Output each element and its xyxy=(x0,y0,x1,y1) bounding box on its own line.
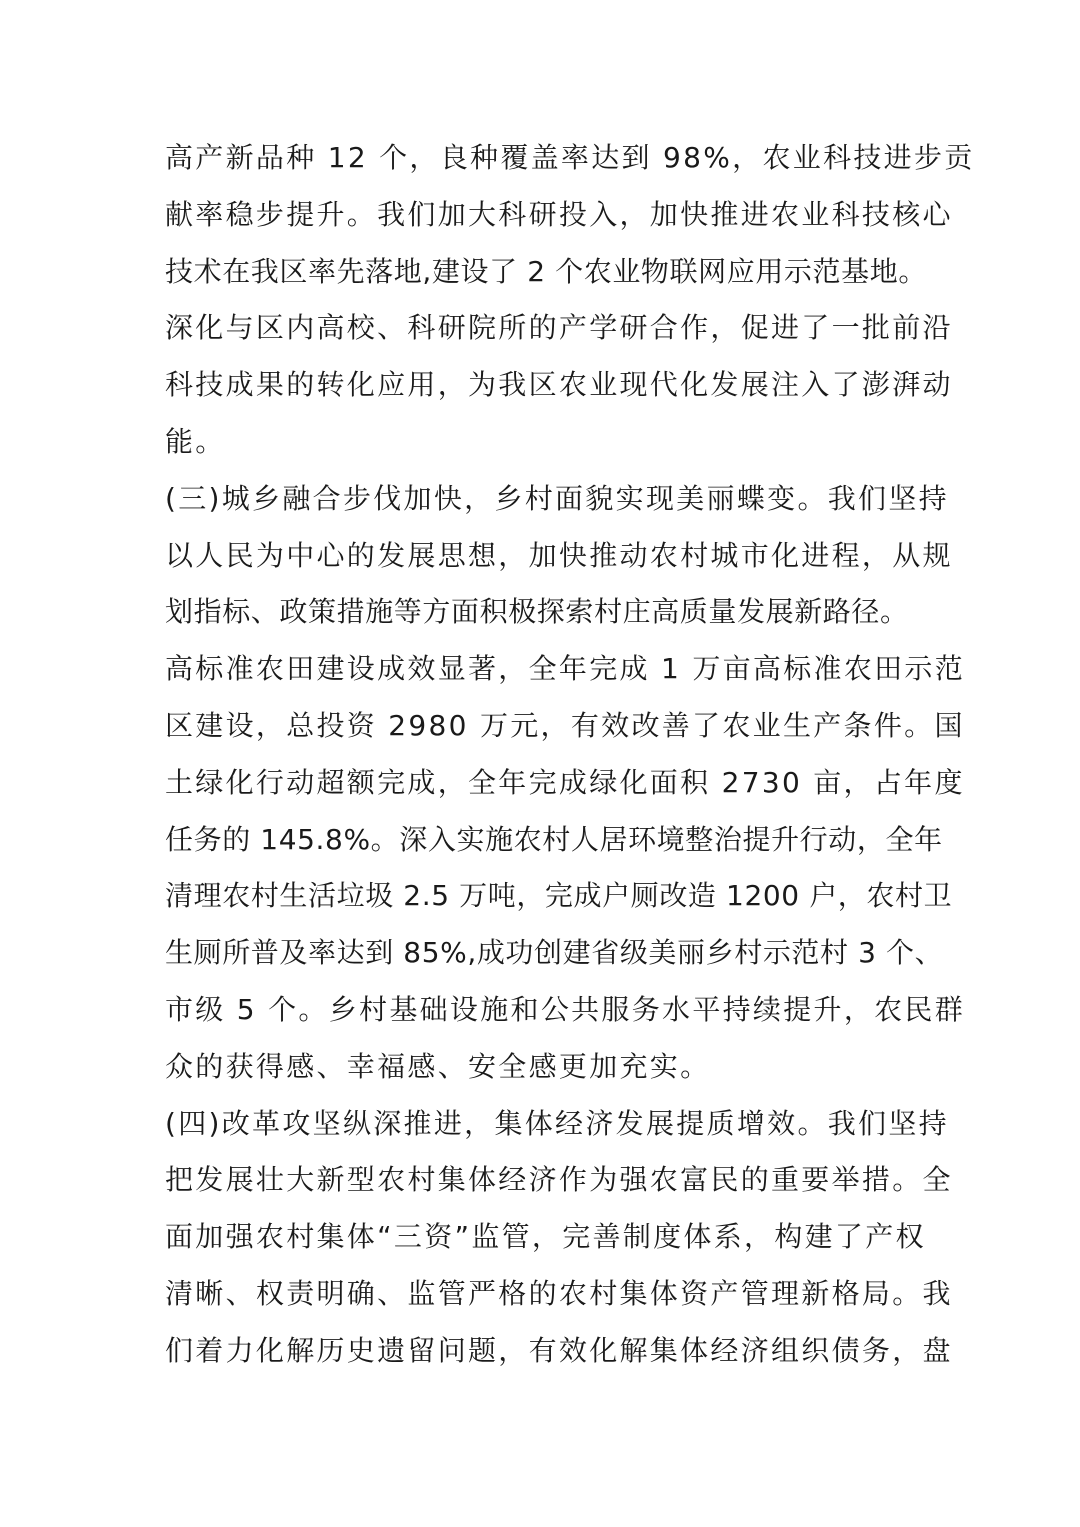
text-line: 土绿化行动超额完成，全年完成绿化面积 2730 亩，占年度 xyxy=(165,765,965,799)
text-line: 以人民为中心的发展思想，加快推动农村城市化进程，从规 xyxy=(165,538,953,572)
text-line: 高产新品种 12 个，良种覆盖率达到 98%，农业科技进步贡 xyxy=(165,141,975,174)
text-line: 面加强农村集体“三资”监管，完善制度体系，构建了产权 xyxy=(165,1220,926,1254)
text-line: 清晰、权责明确、监管严格的农村集体资产管理新格局。我 xyxy=(165,1276,953,1310)
text-line: 把发展壮大新型农村集体经济作为强农富民的重要举措。全 xyxy=(165,1163,953,1197)
text-line: 高标准农田建设成效显著，全年完成 1 万亩高标准农田示范 xyxy=(165,652,966,686)
body-text xyxy=(165,130,975,1380)
section-heading-line: (三)城乡融合步伐加快，乡村面貌实现美丽蝶变。我们坚持 xyxy=(165,481,949,515)
text-line: 划指标、政策措施等方面积极探索村庄高质量发展新路径。 xyxy=(165,595,909,629)
text-line: 区建设，总投资 2980 万元，有效改善了农业生产条件。国 xyxy=(165,708,965,742)
text-line: 任务的 145.8%。深入实施农村人居环境整治提升行动，全年 xyxy=(165,822,943,856)
section-heading-line: (四)改革攻坚纵深推进，集体经济发展提质增效。我们坚持 xyxy=(165,1106,949,1140)
text-line: 能。 xyxy=(165,424,226,458)
text-line: 深化与区内高校、科研院所的产学研合作，促进了一批前沿 xyxy=(165,311,953,345)
text-line: 众的获得感、幸福感、安全感更加充实。 xyxy=(165,1049,711,1083)
text-line: 科技成果的转化应用，为我区农业现代化发展注入了澎湃动 xyxy=(165,368,953,402)
text-line: 技术在我区率先落地,建设了 2 个农业物联网应用示范基地。 xyxy=(165,254,927,288)
text-line: 生厕所普及率达到 85%,成功创建省级美丽乡村示范村 3 个、 xyxy=(165,936,944,970)
text-line: 们着力化解历史遗留问题，有效化解集体经济组织债务，盘 xyxy=(165,1333,953,1367)
text-line: 清理农村生活垃圾 2.5 万吨，完成户厕改造 1200 户，农村卫 xyxy=(165,879,953,913)
text-line: 市级 5 个。乡村基础设施和公共服务水平持续提升，农民群 xyxy=(165,992,966,1026)
text-line: 献率稳步提升。我们加大科研投入，加快推进农业科技核心 xyxy=(165,197,953,231)
